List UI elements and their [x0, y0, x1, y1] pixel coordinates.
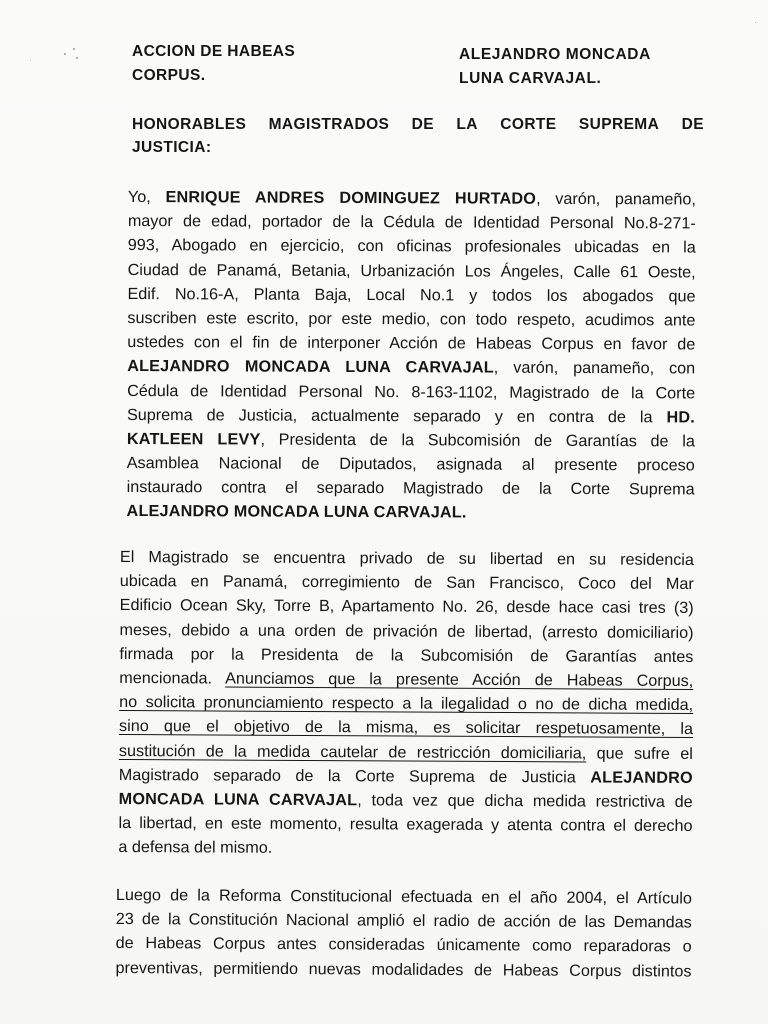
text-line	[127, 427, 695, 454]
text-line: mayor de edad, portador de la Cédula de Identidad Personal No.8-271-	[127, 212, 696, 233]
case-type-heading	[132, 40, 295, 88]
text-line: Edificio Ocean Sky, Torre B, Apartamento No. 26, desde hace casi tres (3)	[119, 596, 694, 618]
text-run: Suprema de Justicia, actualmente separado y en contra de la	[126, 405, 667, 427]
text-line: El Magistrado se encuentra privado de su libertad en su residencia	[119, 547, 694, 570]
text-line	[127, 354, 695, 381]
case-type-line-2: CORPUS.	[132, 67, 206, 84]
beneficiary-name: ALEJANDRO MONCADA LUNA CARVAJAL.	[126, 502, 467, 522]
text-run: que sufre el	[586, 743, 693, 763]
petitioner-name: ENRIQUE ANDRES DOMINGUEZ HURTADO	[165, 188, 537, 208]
underlined-line: sino que el objetivo de la misma, es solicitar respetuosamente, la	[119, 717, 694, 739]
text-line: instaurado contra el separado Magistrado de la Corte Suprema	[126, 478, 695, 499]
salutation-word: LA	[456, 116, 478, 133]
text-line	[127, 403, 695, 430]
beneficiary-name: ALEJANDRO	[590, 768, 693, 787]
text-line: 993, Abogado en ejercicio, con oficinas profesionales ubicadas en la	[127, 236, 696, 257]
salutation-word: HONORABLES	[132, 116, 247, 133]
respondent-name: KATLEEN LEVY	[126, 429, 261, 449]
salutation-line-2: JUSTICIA:	[132, 139, 212, 156]
text-run: Magistrado separado de la Corte Suprema de Justicia	[118, 765, 591, 787]
underlined-text: sustitución de la medida cautelar de restricción domiciliaria,	[118, 741, 587, 762]
text-line: preventivas, permitiendo nuevas modalidades de Habeas Corpus distintos	[115, 958, 692, 981]
text-line	[119, 787, 693, 814]
beneficiary-name: ALEJANDRO MONCADA LUNA CARVAJAL	[127, 357, 494, 377]
salutation-word: MAGISTRADOS	[268, 116, 390, 133]
paragraph-request	[118, 545, 694, 862]
text-run: , toda vez que dicha medida restrictiva de	[357, 791, 693, 811]
beneficiary-line-2: LUNA CARVAJAL.	[459, 70, 602, 87]
beneficiary-name: MONCADA LUNA CARVAJAL	[118, 789, 358, 810]
text-line: suscriben este escrito, por este medio, con todo respeto, acudimos ante	[127, 308, 696, 330]
text-line: meses, debido a una orden de privación de libertad, (arresto domiciliario)	[119, 620, 694, 642]
text-line	[119, 738, 693, 765]
text-line: Luego de la Reforma Constitucional efectuada en el año 2004, el Artículo	[115, 885, 692, 908]
salutation-word: SUPREMA	[578, 116, 660, 133]
beneficiary-heading	[459, 43, 651, 91]
salutation-word: DE	[681, 116, 704, 133]
text-run: Yo,	[127, 187, 166, 207]
text-line: Ciudad de Panamá, Betania, Urbanización Los Ángeles, Calle 61 Oeste,	[127, 260, 696, 282]
text-line: ubicada en Panamá, corregimiento de San Francisco, Coco del Mar	[119, 572, 694, 594]
text-line: Cédula de Identidad Personal No. 8-163-1102, Magistrado de la Corte	[127, 381, 696, 402]
text-line: Edif. No.16-A, Planta Baja, Local No.1 y todos los abogados que	[127, 284, 696, 306]
text-line	[119, 666, 693, 693]
salutation-word: CORTE	[500, 116, 557, 133]
text-run: , Presidenta de la Subcomisión de Garantías de la	[260, 430, 695, 451]
text-line: a defensa del mismo.	[118, 838, 273, 858]
underlined-text: Anunciamos que la presente Acción de Habeas Corpus,	[225, 669, 694, 690]
text-line: 23 de la Constitución Nacional amplió el radio de acción de las Demandas	[115, 910, 692, 932]
salutation	[132, 113, 704, 159]
paragraph-legal-basis	[115, 883, 692, 983]
text-line: ustedes con el fin de interponer Acción de Habeas Corpus en favor de	[127, 333, 696, 354]
beneficiary-line-1: ALEJANDRO MONCADA	[459, 46, 651, 63]
text-run: , varón, panameño,	[536, 189, 696, 209]
text-run: , varón, panameño, con	[493, 358, 696, 378]
salutation-line-1	[132, 113, 704, 136]
text-line: la libertad, en este momento, resulta exagerada y atenta contra el derecho	[118, 814, 693, 836]
case-type-line-1: ACCION DE HABEAS	[132, 43, 296, 60]
respondent-title: HD.	[666, 408, 696, 427]
text-line	[119, 763, 693, 790]
salutation-word: DE	[411, 116, 435, 133]
text-line	[128, 185, 696, 212]
underlined-line: no solicita pronunciamiento respecto a la ilegalidad o no de dicha medida,	[119, 693, 694, 715]
text-line: firmada por la Presidenta de la Subcomisión de Garantías antes	[119, 644, 694, 666]
text-line: de Habeas Corpus antes consideradas únicamente como reparadoras o	[115, 934, 692, 956]
text-run: mencionada.	[119, 668, 226, 688]
text-line: Asamblea Nacional de Diputados, asignada al presente proceso	[126, 454, 695, 475]
paragraph-petitioner	[127, 185, 696, 526]
